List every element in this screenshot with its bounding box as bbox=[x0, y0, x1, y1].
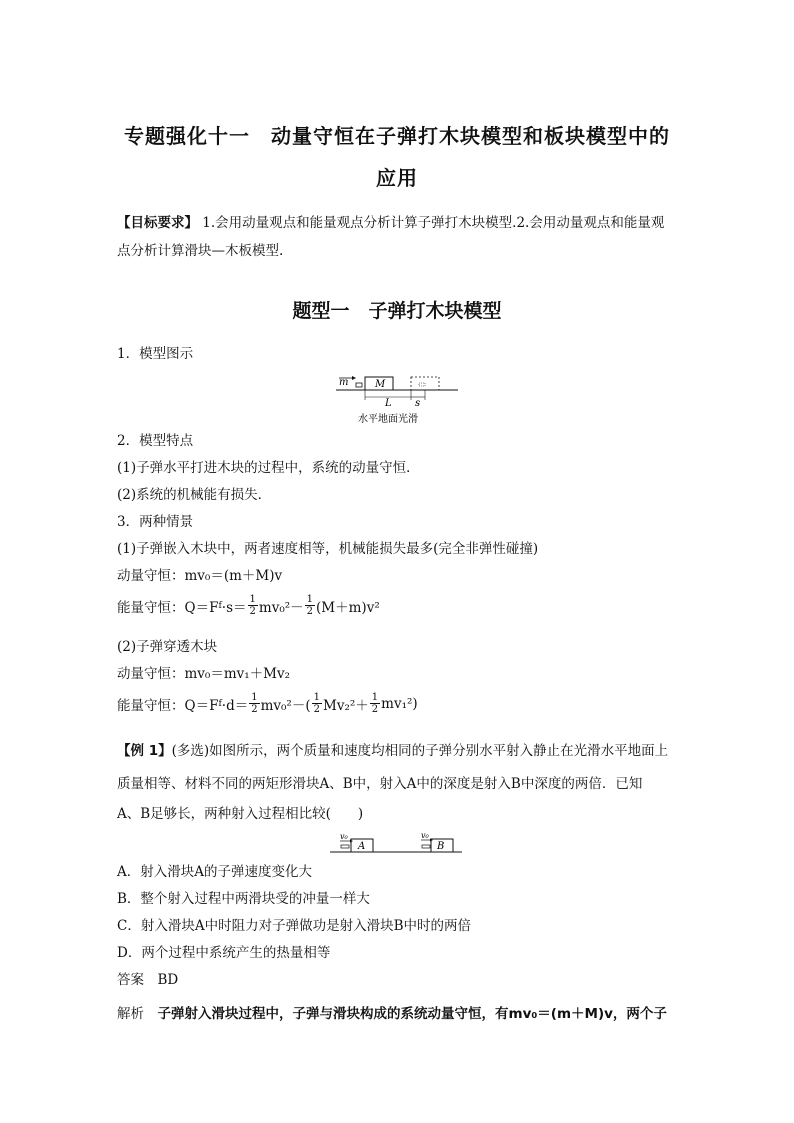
scenario-2: (2)子弹穿透木块 bbox=[117, 639, 218, 655]
fraction-half: $\frac{1}{2}$ bbox=[371, 692, 379, 715]
example-line-1: 【例 1】(多选)如图所示，两个质量和速度均相同的子弹分别水平射入静止在光滑水平地面上 bbox=[117, 743, 669, 759]
option-b: B．整个射入过程中两滑块受的冲量一样大 bbox=[117, 891, 370, 907]
analysis-line: 解析 子弹射入滑块过程中，子弹与滑块构成的系统动量守恒，有mv₀＝(m＋M)v，两个子 bbox=[117, 1006, 667, 1022]
label-L: L bbox=[385, 398, 392, 409]
feature-2: (2)系统的机械能有损失． bbox=[117, 487, 272, 503]
equation-1: 动量守恒：mv₀＝(m＋M)v bbox=[117, 568, 283, 584]
equation-4: 能量守恒：Q＝F f ·d＝ $\frac{1}{2}$ mv₀²－( $\frac{1}{2}$ Mv₂²＋ $\frac{1}{2}$ mv₁²) bbox=[117, 692, 418, 715]
figure-caption: 水平地面光滑 bbox=[358, 414, 418, 425]
label-m: m bbox=[339, 377, 349, 388]
fraction-half: $\frac{1}{2}$ bbox=[313, 692, 320, 715]
title-line-2: 应用 bbox=[376, 166, 418, 190]
section-title: 题型一 子弹打木块模型 bbox=[292, 300, 502, 322]
two-blocks-diagram bbox=[330, 830, 464, 856]
bullet-b bbox=[422, 845, 430, 848]
option-a: A．射入滑块A的子弹速度变化大 bbox=[117, 864, 312, 880]
label-s: s bbox=[415, 398, 421, 409]
bullet-final bbox=[419, 383, 425, 386]
option-c: C．射入滑块A中时阻力对子弹做功是射入滑块B中时的两倍 bbox=[117, 918, 471, 934]
fraction-half: $\frac{1}{2}$ bbox=[249, 594, 256, 617]
answer: 答案 BD bbox=[117, 972, 179, 988]
example-line-2: 质量相等、材料不同的两矩形滑块A、B中，射入A中的深度是射入B中深度的两倍．已知 bbox=[117, 776, 643, 792]
label-v0-b: v₀ bbox=[421, 831, 429, 840]
scenario-1: (1)子弹嵌入木块中，两者速度相等，机械能损失最多(完全非弹性碰撞) bbox=[117, 541, 539, 557]
arrow-head bbox=[352, 376, 356, 380]
example-line-3: A、B足够长，两种射入过程相比较( ) bbox=[117, 806, 364, 822]
label-v0-a: v₀ bbox=[340, 832, 348, 841]
equation-3: 动量守恒：mv₀＝mv₁＋Mv₂ bbox=[117, 666, 291, 682]
analysis-label: 解析 bbox=[117, 1006, 144, 1022]
goal-line-2: 点分析计算滑块—木板模型. bbox=[117, 243, 284, 259]
label-A: A bbox=[358, 841, 366, 852]
label-M: M bbox=[375, 379, 386, 390]
fraction-half: $\frac{1}{2}$ bbox=[306, 594, 314, 617]
item-3: 3．两种情景 bbox=[117, 514, 194, 530]
option-d: D．两个过程中系统产生的热量相等 bbox=[117, 945, 331, 961]
item-1: 1．模型图示 bbox=[117, 346, 194, 362]
feature-1: (1)子弹水平打进木块的过程中，系统的动量守恒． bbox=[117, 460, 420, 476]
bullet-a bbox=[341, 845, 349, 848]
item-2: 2．模型特点 bbox=[117, 433, 194, 449]
equation-2: 能量守恒：Q＝F f ·s＝ $\frac{1}{2}$ mv₀²－ $\frac{1}{2}$ (M＋m)v² bbox=[117, 594, 380, 617]
goal-line-1 bbox=[117, 214, 664, 232]
goal-label: 【目标要求】 bbox=[117, 215, 198, 231]
example-label: 【例 1】 bbox=[117, 743, 172, 759]
goal-text-1: 1.会用动量观点和能量观点分析计算子弹打木块模型.2.会用动量观点和能量观 bbox=[198, 215, 665, 231]
fraction-half: $\frac{1}{2}$ bbox=[251, 692, 258, 715]
label-B: B bbox=[437, 841, 445, 852]
bullet bbox=[356, 383, 362, 387]
title-line-1: 专题强化十一 动量守恒在子弹打木块模型和板块模型中的 bbox=[124, 124, 670, 148]
bullet-block-diagram bbox=[336, 372, 460, 428]
